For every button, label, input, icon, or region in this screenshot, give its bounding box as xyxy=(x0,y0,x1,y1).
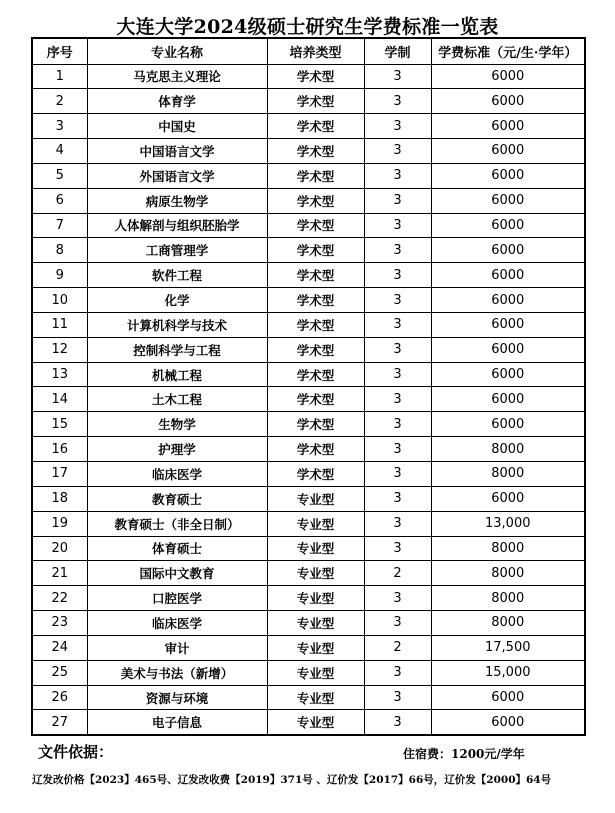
cell-fee: 6000 xyxy=(431,238,585,263)
table-row xyxy=(32,89,585,114)
table-row xyxy=(32,611,585,636)
cell-fee: 6000 xyxy=(431,710,585,735)
cell-index: 19 xyxy=(32,511,87,536)
cell-type: 学术型 xyxy=(267,238,364,263)
cell-fee: 6000 xyxy=(431,486,585,511)
cell-duration: 3 xyxy=(364,611,431,636)
cell-duration: 3 xyxy=(364,511,431,536)
cell-index: 21 xyxy=(32,561,87,586)
cell-major: 中国语言文学 xyxy=(87,139,267,164)
cell-duration: 3 xyxy=(364,437,431,462)
cell-fee: 6000 xyxy=(431,412,585,437)
cell-major: 体育学 xyxy=(87,89,267,114)
cell-type: 专业型 xyxy=(267,710,364,735)
cell-type: 学术型 xyxy=(267,139,364,164)
cell-fee: 6000 xyxy=(431,188,585,213)
cell-duration: 3 xyxy=(364,660,431,685)
cell-index: 16 xyxy=(32,437,87,462)
cell-index: 12 xyxy=(32,337,87,362)
cell-duration: 3 xyxy=(364,188,431,213)
cell-duration: 3 xyxy=(364,312,431,337)
table-row xyxy=(32,188,585,213)
cell-major: 软件工程 xyxy=(87,263,267,288)
cell-type: 学术型 xyxy=(267,114,364,139)
cell-major: 机械工程 xyxy=(87,362,267,387)
cell-major: 工商管理学 xyxy=(87,238,267,263)
cell-fee: 8000 xyxy=(431,536,585,561)
cell-index: 7 xyxy=(32,213,87,238)
cell-index: 25 xyxy=(32,660,87,685)
cell-major: 国际中文教育 xyxy=(87,561,267,586)
cell-fee: 17,500 xyxy=(431,635,585,660)
cell-index: 8 xyxy=(32,238,87,263)
column-header-type: 培养类型 xyxy=(267,38,364,64)
column-header-duration: 学制 xyxy=(364,38,431,64)
cell-type: 学术型 xyxy=(267,412,364,437)
cell-fee: 6000 xyxy=(431,163,585,188)
table-row xyxy=(32,685,585,710)
cell-fee: 6000 xyxy=(431,139,585,164)
cell-index: 4 xyxy=(32,139,87,164)
cell-type: 学术型 xyxy=(267,188,364,213)
table-row xyxy=(32,387,585,412)
cell-index: 10 xyxy=(32,288,87,313)
cell-type: 学术型 xyxy=(267,462,364,487)
cell-duration: 3 xyxy=(364,412,431,437)
cell-type: 学术型 xyxy=(267,437,364,462)
table-row xyxy=(32,362,585,387)
cell-index: 20 xyxy=(32,536,87,561)
lodging-fee: 住宿费：1200元/学年 xyxy=(403,747,525,761)
cell-duration: 3 xyxy=(364,362,431,387)
cell-index: 9 xyxy=(32,263,87,288)
table-row xyxy=(32,660,585,685)
cell-fee: 8000 xyxy=(431,611,585,636)
cell-type: 学术型 xyxy=(267,89,364,114)
cell-duration: 3 xyxy=(364,586,431,611)
table-row xyxy=(32,511,585,536)
table-header-row xyxy=(32,38,585,64)
cell-type: 专业型 xyxy=(267,536,364,561)
table-row xyxy=(32,64,585,89)
cell-index: 26 xyxy=(32,685,87,710)
cell-type: 专业型 xyxy=(267,586,364,611)
table-row xyxy=(32,710,585,735)
cell-fee: 6000 xyxy=(431,89,585,114)
cell-fee: 6000 xyxy=(431,288,585,313)
cell-major: 教育硕士 xyxy=(87,486,267,511)
table-row xyxy=(32,337,585,362)
table-row xyxy=(32,288,585,313)
table-row xyxy=(32,536,585,561)
cell-duration: 3 xyxy=(364,387,431,412)
table-row xyxy=(32,586,585,611)
cell-index: 15 xyxy=(32,412,87,437)
cell-index: 17 xyxy=(32,462,87,487)
table-row xyxy=(32,114,585,139)
cell-major: 控制科学与工程 xyxy=(87,337,267,362)
cell-type: 专业型 xyxy=(267,685,364,710)
cell-duration: 3 xyxy=(364,462,431,487)
cell-index: 11 xyxy=(32,312,87,337)
table-row xyxy=(32,635,585,660)
table-row xyxy=(32,486,585,511)
cell-major: 临床医学 xyxy=(87,462,267,487)
cell-index: 13 xyxy=(32,362,87,387)
table-row xyxy=(32,312,585,337)
cell-type: 专业型 xyxy=(267,486,364,511)
cell-fee: 8000 xyxy=(431,462,585,487)
cell-type: 学术型 xyxy=(267,213,364,238)
cell-fee: 6000 xyxy=(431,387,585,412)
tuition-table xyxy=(31,37,586,736)
table-row xyxy=(32,163,585,188)
cell-duration: 2 xyxy=(364,635,431,660)
cell-fee: 6000 xyxy=(431,337,585,362)
cell-index: 23 xyxy=(32,611,87,636)
cell-fee: 6000 xyxy=(431,213,585,238)
cell-fee: 6000 xyxy=(431,312,585,337)
cell-type: 学术型 xyxy=(267,312,364,337)
cell-fee: 8000 xyxy=(431,437,585,462)
cell-fee: 8000 xyxy=(431,586,585,611)
cell-duration: 3 xyxy=(364,263,431,288)
cell-major: 口腔医学 xyxy=(87,586,267,611)
cell-type: 学术型 xyxy=(267,64,364,89)
cell-type: 专业型 xyxy=(267,635,364,660)
cell-duration: 3 xyxy=(364,710,431,735)
cell-fee: 13,000 xyxy=(431,511,585,536)
cell-major: 临床医学 xyxy=(87,611,267,636)
table-row xyxy=(32,462,585,487)
cell-type: 专业型 xyxy=(267,561,364,586)
column-header-fee: 学费标准（元/生·学年） xyxy=(431,38,585,64)
table-row xyxy=(32,238,585,263)
cell-major: 计算机科学与技术 xyxy=(87,312,267,337)
cell-index: 27 xyxy=(32,710,87,735)
cell-index: 24 xyxy=(32,635,87,660)
column-header-major: 专业名称 xyxy=(87,38,267,64)
document-references: 辽发改价格【2023】465号、辽发改收费【2019】371号 、辽价发【2017】66号，辽价发【2000】64号 xyxy=(32,774,552,786)
cell-duration: 3 xyxy=(364,486,431,511)
cell-index: 18 xyxy=(32,486,87,511)
cell-fee: 6000 xyxy=(431,114,585,139)
cell-major: 教育硕士（非全日制） xyxy=(87,511,267,536)
cell-fee: 6000 xyxy=(431,64,585,89)
cell-duration: 3 xyxy=(364,114,431,139)
cell-major: 土木工程 xyxy=(87,387,267,412)
cell-duration: 3 xyxy=(364,163,431,188)
cell-index: 2 xyxy=(32,89,87,114)
table-body xyxy=(32,64,585,735)
cell-fee: 6000 xyxy=(431,263,585,288)
cell-type: 学术型 xyxy=(267,362,364,387)
cell-type: 专业型 xyxy=(267,611,364,636)
cell-fee: 8000 xyxy=(431,561,585,586)
table-row xyxy=(32,213,585,238)
cell-major: 化学 xyxy=(87,288,267,313)
cell-duration: 3 xyxy=(364,139,431,164)
table-row xyxy=(32,561,585,586)
column-header-index: 序号 xyxy=(32,38,87,64)
table-row xyxy=(32,412,585,437)
cell-index: 22 xyxy=(32,586,87,611)
cell-duration: 3 xyxy=(364,238,431,263)
cell-major: 护理学 xyxy=(87,437,267,462)
cell-major: 资源与环境 xyxy=(87,685,267,710)
cell-major: 马克思主义理论 xyxy=(87,64,267,89)
cell-major: 外国语言文学 xyxy=(87,163,267,188)
cell-type: 专业型 xyxy=(267,660,364,685)
cell-major: 生物学 xyxy=(87,412,267,437)
cell-index: 3 xyxy=(32,114,87,139)
cell-duration: 3 xyxy=(364,89,431,114)
cell-type: 学术型 xyxy=(267,387,364,412)
cell-fee: 15,000 xyxy=(431,660,585,685)
document-basis-label: 文件依据： xyxy=(38,743,114,761)
cell-type: 学术型 xyxy=(267,263,364,288)
cell-type: 学术型 xyxy=(267,163,364,188)
cell-major: 电子信息 xyxy=(87,710,267,735)
cell-major: 审计 xyxy=(87,635,267,660)
cell-duration: 2 xyxy=(364,561,431,586)
cell-duration: 3 xyxy=(364,337,431,362)
cell-index: 14 xyxy=(32,387,87,412)
cell-type: 专业型 xyxy=(267,511,364,536)
cell-index: 1 xyxy=(32,64,87,89)
cell-major: 美术与书法（新增） xyxy=(87,660,267,685)
cell-major: 体育硕士 xyxy=(87,536,267,561)
cell-duration: 3 xyxy=(364,685,431,710)
cell-duration: 3 xyxy=(364,288,431,313)
cell-duration: 3 xyxy=(364,213,431,238)
cell-major: 人体解剖与组织胚胎学 xyxy=(87,213,267,238)
cell-fee: 6000 xyxy=(431,362,585,387)
table-row xyxy=(32,263,585,288)
cell-duration: 3 xyxy=(364,536,431,561)
cell-duration: 3 xyxy=(364,64,431,89)
cell-type: 学术型 xyxy=(267,337,364,362)
table-row xyxy=(32,437,585,462)
cell-index: 6 xyxy=(32,188,87,213)
cell-type: 学术型 xyxy=(267,288,364,313)
cell-major: 病原生物学 xyxy=(87,188,267,213)
cell-major: 中国史 xyxy=(87,114,267,139)
table-row xyxy=(32,139,585,164)
cell-fee: 6000 xyxy=(431,685,585,710)
cell-index: 5 xyxy=(32,163,87,188)
page-title: 大连大学2024级硕士研究生学费标准一览表 xyxy=(116,16,499,38)
